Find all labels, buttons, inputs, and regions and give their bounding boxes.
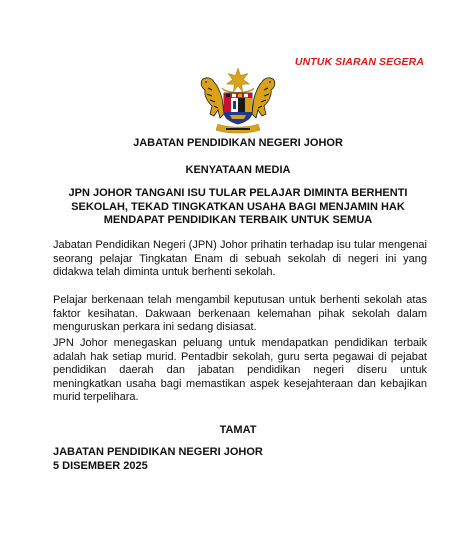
press-headline bbox=[60, 187, 416, 228]
malaysia-coat-of-arms-icon bbox=[196, 66, 280, 136]
headline-line-3: MENDAPAT PENDIDIKAN TERBAIK UNTUK SEMUA bbox=[103, 214, 373, 226]
paragraph-3: JPN Johor menegaskan peluang untuk mendapatkan pendidikan terbaik adalah hak setiap murid. Pentadbir sekolah, guru serta pegawai di pejabat pendidikan daerah dan jabatan pendidikan negeri diseru untuk meningkatkan usaha bagi memastikan aspek kesejahteraan dan kebajikan murid terpelihara. bbox=[53, 337, 427, 404]
shield bbox=[224, 93, 252, 124]
headline-line-2: SEKOLAH, TEKAD TINGKATKAN USAHA BAGI MENJAMIN HAK bbox=[71, 200, 405, 213]
federal-star bbox=[227, 68, 250, 92]
motto-ribbon bbox=[216, 124, 260, 133]
left-tiger bbox=[201, 78, 224, 118]
headline-line-1: JPN JOHOR TANGANI ISU TULAR PELAJAR DIMINTA BERHENTI bbox=[68, 187, 408, 199]
crescent bbox=[222, 88, 254, 93]
media-statement-label: KENYATAAN MEDIA bbox=[185, 164, 291, 176]
department-heading: JABATAN PENDIDIKAN NEGERI JOHOR bbox=[133, 137, 343, 149]
ending-mark: TAMAT bbox=[219, 424, 257, 436]
paragraph-2: Pelajar berkenaan telah mengambil keputusan untuk berhenti sekolah atas faktor kesihatan. Dakwaan berkenaan kelemahan pihak sekolah dalam menguruskan perkara ini sedang disiasat. bbox=[53, 294, 427, 334]
release-tag: UNTUK SIARAN SEGERA bbox=[294, 56, 424, 68]
right-tiger bbox=[252, 78, 275, 118]
paragraph-1: Jabatan Pendidikan Negeri (JPN) Johor prihatin terhadap isu tular mengenai seorang pelajar Tingkatan Enam di sebuah sekolah di negeri ini yang didakwa telah diminta untuk berhenti sekolah. bbox=[53, 239, 427, 279]
issue-date: 5 DISEMBER 2025 bbox=[53, 459, 148, 472]
issuer-name: JABATAN PENDIDIKAN NEGERI JOHOR bbox=[53, 446, 263, 458]
signoff-block bbox=[53, 446, 263, 473]
